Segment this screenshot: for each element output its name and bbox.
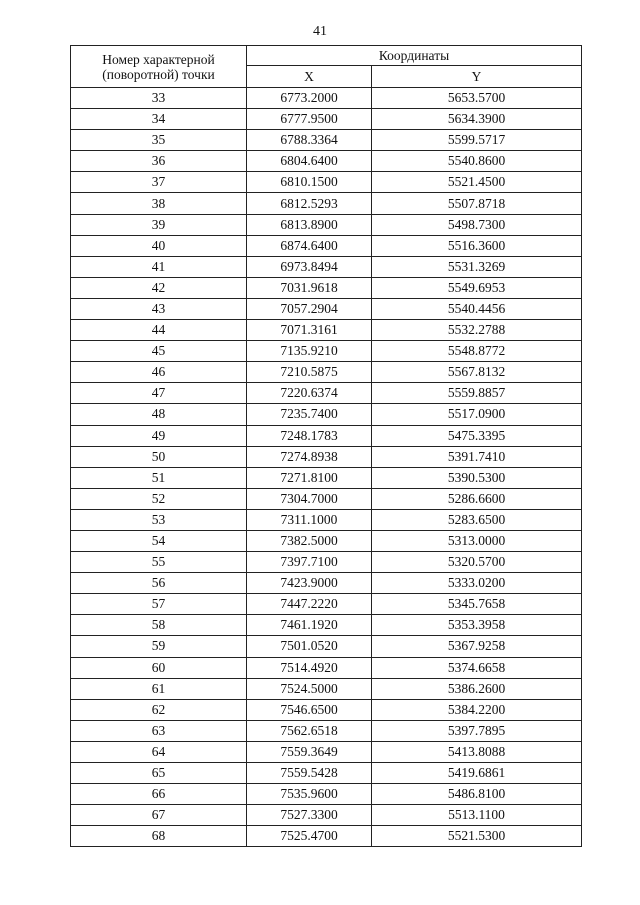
coordinates-table [70,45,582,847]
point-number-cell: 61 [71,678,247,699]
y-cell: 5333.0200 [372,573,582,594]
x-cell: 6813.8900 [247,214,372,235]
y-cell: 5386.2600 [372,678,582,699]
y-cell: 5397.7895 [372,720,582,741]
y-cell: 5353.3958 [372,615,582,636]
point-number-cell: 47 [71,383,247,404]
point-number-cell: 60 [71,657,247,678]
y-cell: 5374.6658 [372,657,582,678]
y-cell: 5498.7300 [372,214,582,235]
point-number-cell: 54 [71,530,247,551]
x-cell: 6804.6400 [247,151,372,172]
y-cell: 5320.5700 [372,552,582,573]
point-number-cell: 68 [71,826,247,847]
table-row [71,172,582,193]
y-cell: 5532.2788 [372,320,582,341]
y-header: Y [372,66,582,88]
y-cell: 5419.6861 [372,763,582,784]
x-cell: 7535.9600 [247,784,372,805]
table-row [71,467,582,488]
x-cell: 6874.6400 [247,235,372,256]
y-cell: 5567.8132 [372,362,582,383]
x-cell: 7461.1920 [247,615,372,636]
x-cell: 7447.2220 [247,594,372,615]
table-row [71,657,582,678]
y-cell: 5313.0000 [372,530,582,551]
x-cell: 7546.6500 [247,699,372,720]
point-number-cell: 39 [71,214,247,235]
x-cell: 6973.8494 [247,256,372,277]
y-cell: 5521.5300 [372,826,582,847]
x-cell: 7248.1783 [247,425,372,446]
x-cell: 7135.9210 [247,341,372,362]
table-row [71,805,582,826]
y-cell: 5345.7658 [372,594,582,615]
point-number-cell: 46 [71,362,247,383]
x-header: X [247,66,372,88]
x-cell: 7559.5428 [247,763,372,784]
x-cell: 7304.7000 [247,488,372,509]
y-cell: 5634.3900 [372,109,582,130]
point-number-cell: 48 [71,404,247,425]
page-number: 41 [313,24,327,39]
point-number-cell: 42 [71,277,247,298]
point-number-cell: 34 [71,109,247,130]
y-cell: 5531.3269 [372,256,582,277]
table-row [71,552,582,573]
point-number-cell: 59 [71,636,247,657]
x-cell: 7501.0520 [247,636,372,657]
y-cell: 5286.6600 [372,488,582,509]
table-row [71,130,582,151]
point-number-cell: 64 [71,741,247,762]
point-number-cell: 62 [71,699,247,720]
point-number-cell: 57 [71,594,247,615]
table-row [71,404,582,425]
table-row [71,530,582,551]
point-header-line1: Номер характерной [102,51,215,67]
table-row [71,109,582,130]
table-row [71,235,582,256]
x-cell: 7311.1000 [247,509,372,530]
table-body [71,88,582,847]
x-cell: 7057.2904 [247,298,372,319]
x-cell: 7220.6374 [247,383,372,404]
coordinates-header: Координаты [247,46,582,66]
point-number-cell: 50 [71,446,247,467]
table-row [71,320,582,341]
table-row [71,151,582,172]
point-number-cell: 66 [71,784,247,805]
x-cell: 7562.6518 [247,720,372,741]
point-number-cell: 35 [71,130,247,151]
y-cell: 5516.3600 [372,235,582,256]
y-cell: 5540.4456 [372,298,582,319]
table-row [71,488,582,509]
table-row [71,678,582,699]
table-row [71,594,582,615]
table-row [71,383,582,404]
table-row [71,88,582,109]
x-cell: 7527.3300 [247,805,372,826]
point-number-cell: 53 [71,509,247,530]
table-row [71,446,582,467]
y-cell: 5540.8600 [372,151,582,172]
table-row [71,784,582,805]
y-cell: 5653.5700 [372,88,582,109]
x-cell: 7382.5000 [247,530,372,551]
y-cell: 5513.1100 [372,805,582,826]
x-cell: 7071.3161 [247,320,372,341]
x-cell: 7514.4920 [247,657,372,678]
y-cell: 5384.2200 [372,699,582,720]
x-cell: 6810.1500 [247,172,372,193]
point-header-line2: (поворотной) точки [102,66,215,82]
y-cell: 5549.6953 [372,277,582,298]
point-number-cell: 44 [71,320,247,341]
point-number-cell: 43 [71,298,247,319]
x-cell: 7274.8938 [247,446,372,467]
x-cell: 7397.7100 [247,552,372,573]
point-number-cell: 51 [71,467,247,488]
y-cell: 5559.8857 [372,383,582,404]
table-row [71,636,582,657]
point-number-cell: 63 [71,720,247,741]
table-row [71,362,582,383]
point-number-cell: 36 [71,151,247,172]
x-cell: 7210.5875 [247,362,372,383]
point-number-cell: 45 [71,341,247,362]
table-row [71,615,582,636]
x-cell: 7524.5000 [247,678,372,699]
x-cell: 6773.2000 [247,88,372,109]
table-row [71,699,582,720]
table-row [71,298,582,319]
point-number-cell: 33 [71,88,247,109]
table-row [71,256,582,277]
x-cell: 7271.8100 [247,467,372,488]
table-row [71,425,582,446]
point-number-header [71,46,247,88]
x-cell: 7031.9618 [247,277,372,298]
table-row [71,573,582,594]
y-cell: 5413.8088 [372,741,582,762]
y-cell: 5486.8100 [372,784,582,805]
x-cell: 6812.5293 [247,193,372,214]
point-number-cell: 37 [71,172,247,193]
y-cell: 5391.7410 [372,446,582,467]
y-cell: 5517.0900 [372,404,582,425]
x-cell: 6777.9500 [247,109,372,130]
x-cell: 6788.3364 [247,130,372,151]
header-row [71,46,582,66]
table-row [71,341,582,362]
point-number-cell: 55 [71,552,247,573]
table-row [71,214,582,235]
table-row [71,277,582,298]
point-number-cell: 49 [71,425,247,446]
point-number-cell: 38 [71,193,247,214]
table-row [71,193,582,214]
point-number-cell: 56 [71,573,247,594]
y-cell: 5390.5300 [372,467,582,488]
table-row [71,763,582,784]
y-cell: 5475.3395 [372,425,582,446]
y-cell: 5599.5717 [372,130,582,151]
y-cell: 5507.8718 [372,193,582,214]
x-cell: 7423.9000 [247,573,372,594]
point-number-cell: 67 [71,805,247,826]
table-row [71,509,582,530]
y-cell: 5283.6500 [372,509,582,530]
x-cell: 7559.3649 [247,741,372,762]
table-row [71,720,582,741]
y-cell: 5367.9258 [372,636,582,657]
point-number-cell: 41 [71,256,247,277]
y-cell: 5548.8772 [372,341,582,362]
point-number-cell: 58 [71,615,247,636]
x-cell: 7525.4700 [247,826,372,847]
x-cell: 7235.7400 [247,404,372,425]
table-row [71,826,582,847]
point-number-cell: 52 [71,488,247,509]
point-number-cell: 40 [71,235,247,256]
point-number-cell: 65 [71,763,247,784]
table-row [71,741,582,762]
y-cell: 5521.4500 [372,172,582,193]
